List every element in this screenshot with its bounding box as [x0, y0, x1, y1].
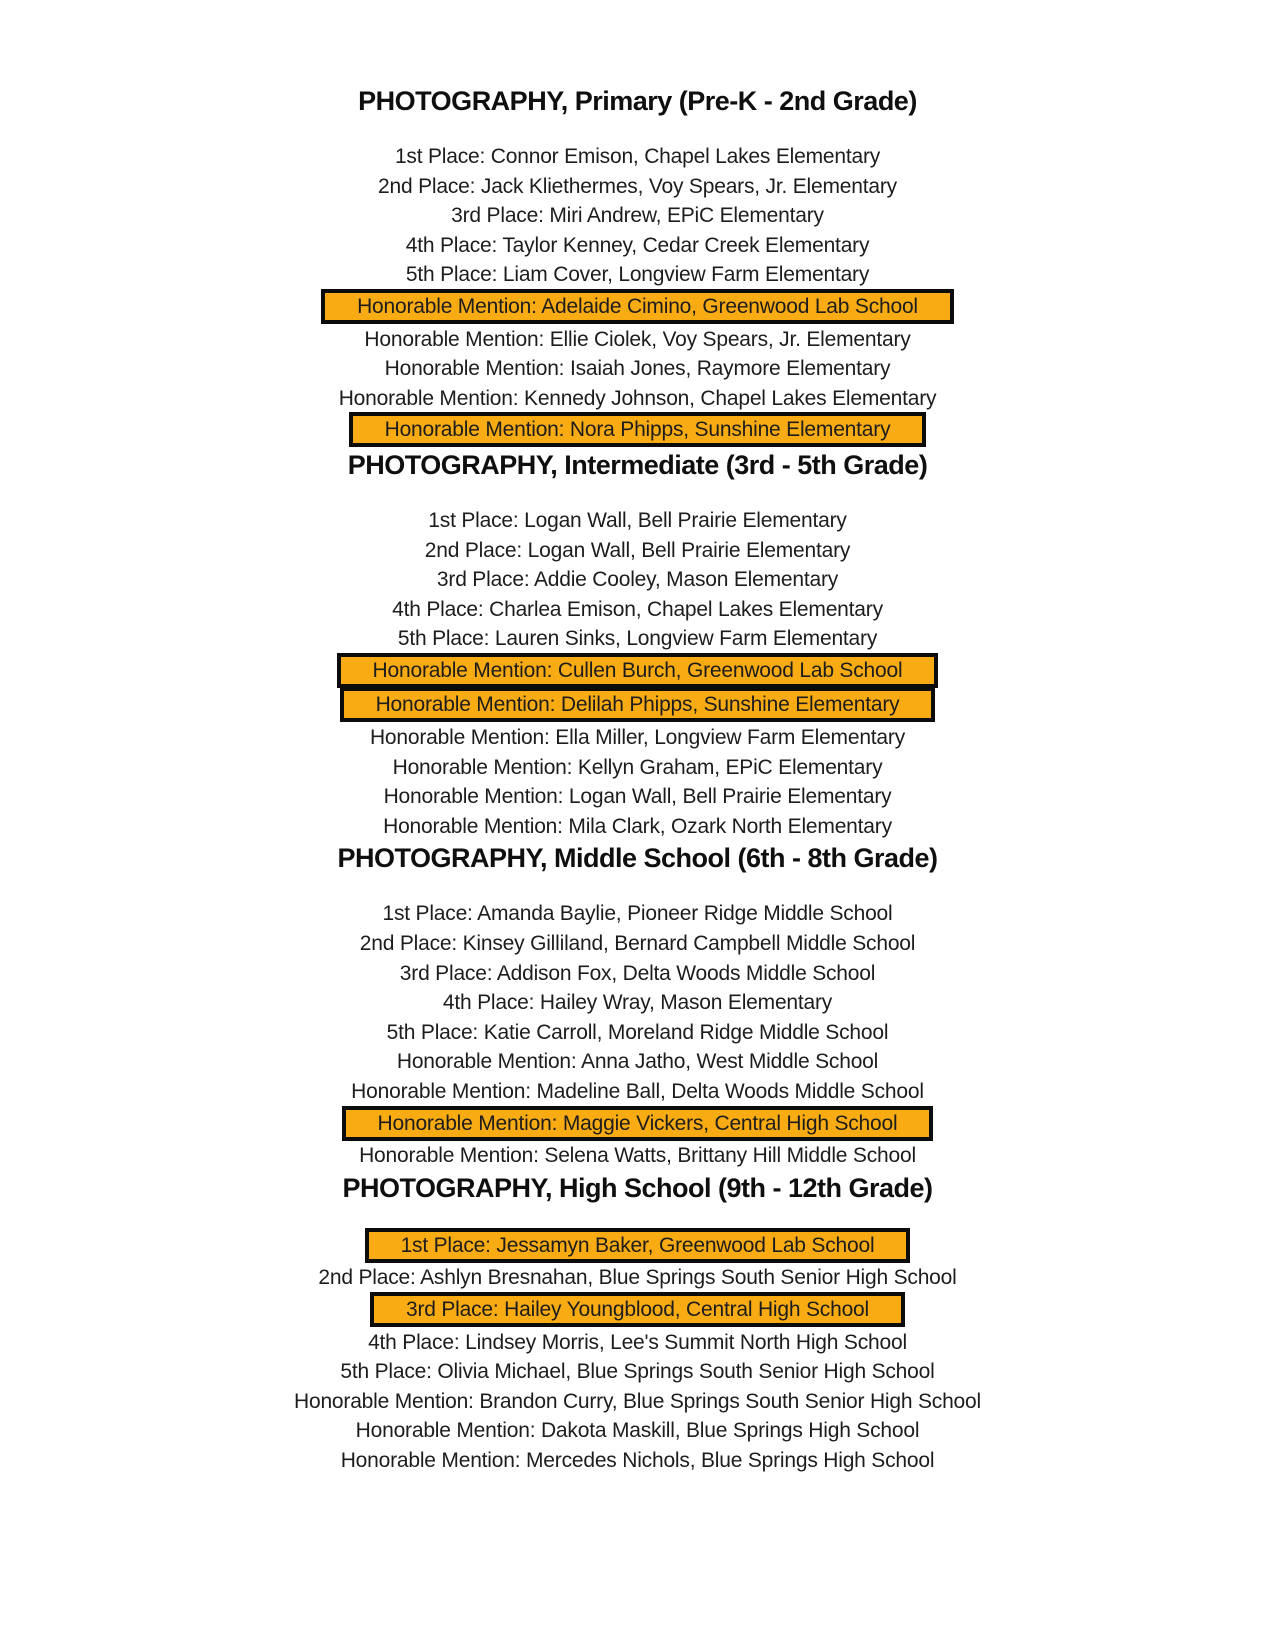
award-entry: Honorable Mention: Ella Miller, Longview Farm Elementary — [369, 726, 906, 750]
section-spacer — [0, 118, 1275, 142]
award-entry: 2nd Place: Ashlyn Bresnahan, Blue Springs South Senior High School — [318, 1266, 957, 1290]
highlight-box: Honorable Mention: Adelaide Cimino, Greenwood Lab School — [321, 289, 954, 324]
award-entry — [0, 654, 1275, 689]
award-entry: Honorable Mention: Isaiah Jones, Raymore Elementary — [384, 357, 891, 381]
award-entry: 1st Place: Logan Wall, Bell Prairie Elementary — [428, 508, 847, 532]
award-entry: 4th Place: Charlea Emison, Chapel Lakes Elementary — [392, 597, 883, 621]
award-entry: 5th Place: Lauren Sinks, Longview Farm Elementary — [397, 627, 878, 651]
award-entry: Honorable Mention: Brandon Curry, Blue Springs South Senior High School — [294, 1389, 981, 1413]
award-entry: Honorable Mention: Mercedes Nichols, Blue Springs High School — [340, 1448, 935, 1472]
award-entry: Honorable Mention: Kellyn Graham, EPiC Elementary — [392, 755, 883, 779]
section-title: PHOTOGRAPHY, Intermediate (3rd - 5th Grade) — [347, 449, 928, 480]
award-entry: 4th Place: Lindsey Morris, Lee's Summit North High School — [368, 1330, 907, 1354]
award-entry — [0, 1107, 1275, 1142]
award-entry: 3rd Place: Miri Andrew, EPiC Elementary — [451, 204, 824, 228]
highlight-box: Honorable Mention: Nora Phipps, Sunshine Elementary — [349, 412, 927, 447]
award-entry: 4th Place: Hailey Wray, Mason Elementary — [442, 991, 833, 1015]
award-entry: Honorable Mention: Madeline Ball, Delta Woods Middle School — [351, 1080, 924, 1104]
award-entry — [0, 413, 1275, 448]
award-entry: Honorable Mention: Anna Jatho, West Middle School — [396, 1050, 879, 1074]
award-entry — [0, 290, 1275, 325]
highlight-box: Honorable Mention: Cullen Burch, Greenwood Lab School — [337, 653, 939, 688]
section-title: PHOTOGRAPHY, Middle School (6th - 8th Grade) — [337, 843, 938, 874]
highlight-box: Honorable Mention: Maggie Vickers, Central High School — [342, 1106, 934, 1141]
award-entry: 4th Place: Taylor Kenney, Cedar Creek Elementary — [405, 233, 870, 257]
award-entry: 2nd Place: Kinsey Gilliland, Bernard Campbell Middle School — [359, 932, 916, 956]
award-entry — [0, 689, 1275, 724]
award-entry: 2nd Place: Jack Kliethermes, Voy Spears, Jr. Elementary — [378, 174, 897, 198]
award-entry: 1st Place: Amanda Baylie, Pioneer Ridge Middle School — [382, 902, 893, 926]
award-section — [0, 1171, 1275, 1476]
award-entry: Honorable Mention: Kennedy Johnson, Chapel Lakes Elementary — [338, 386, 937, 410]
section-spacer — [0, 875, 1275, 899]
award-entry: 3rd Place: Addison Fox, Delta Woods Middle School — [399, 961, 876, 985]
section-spacer — [0, 482, 1275, 506]
award-entry: Honorable Mention: Mila Clark, Ozark North Elementary — [383, 814, 892, 838]
award-entry: 3rd Place: Addie Cooley, Mason Elementary — [436, 568, 839, 592]
award-entry — [0, 1229, 1275, 1264]
award-entry: 2nd Place: Logan Wall, Bell Prairie Elementary — [424, 538, 851, 562]
highlight-box: 3rd Place: Hailey Youngblood, Central High School — [370, 1292, 905, 1327]
award-section — [0, 448, 1275, 842]
highlight-box: Honorable Mention: Delilah Phipps, Sunshine Elementary — [340, 687, 936, 722]
award-entry: Honorable Mention: Ellie Ciolek, Voy Spears, Jr. Elementary — [364, 327, 911, 351]
section-title: PHOTOGRAPHY, Primary (Pre-K - 2nd Grade) — [358, 86, 917, 116]
award-entry: 5th Place: Olivia Michael, Blue Springs South Senior High School — [340, 1360, 935, 1384]
award-entry: Honorable Mention: Dakota Maskill, Blue Springs High School — [355, 1419, 920, 1443]
award-entry — [0, 1293, 1275, 1328]
award-entry: Honorable Mention: Selena Watts, Brittany Hill Middle School — [359, 1144, 916, 1168]
highlight-box: 1st Place: Jessamyn Baker, Greenwood Lab School — [365, 1228, 911, 1263]
award-section — [0, 841, 1275, 1170]
award-section — [0, 84, 1275, 448]
award-entry: 5th Place: Liam Cover, Longview Farm Elementary — [405, 263, 870, 287]
award-entry: 1st Place: Connor Emison, Chapel Lakes Elementary — [394, 145, 881, 168]
section-title: PHOTOGRAPHY, High School (9th - 12th Grade) — [342, 1172, 933, 1203]
award-entry: Honorable Mention: Logan Wall, Bell Prairie Elementary — [383, 785, 892, 809]
award-entry: 5th Place: Katie Carroll, Moreland Ridge Middle School — [386, 1020, 889, 1044]
section-spacer — [0, 1205, 1275, 1229]
